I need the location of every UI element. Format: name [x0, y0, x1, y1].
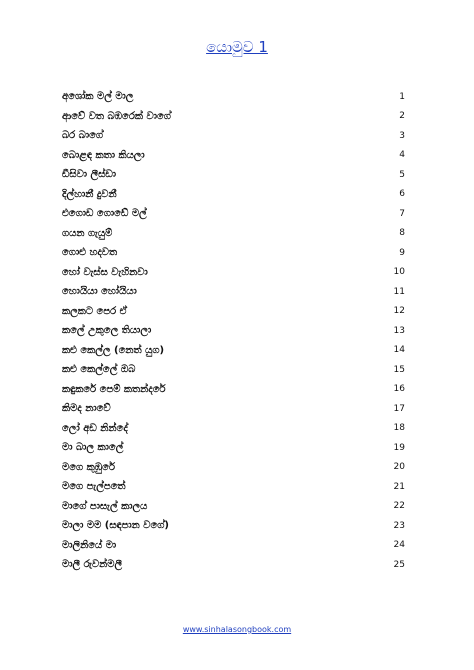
footer-link[interactable]: www.sinhalasongbook.com: [182, 625, 292, 634]
toc-entry[interactable]: [62, 204, 405, 224]
toc-entry-page-number: 10: [393, 267, 405, 278]
toc-entry-page-number: 14: [393, 345, 405, 356]
toc-entry[interactable]: [62, 224, 405, 244]
toc-entry-page-number: 2: [399, 111, 405, 122]
toc-entry-title: අශෝක මල් මාල: [62, 91, 134, 103]
toc-entry-title: මා බාල කාලේ: [62, 442, 124, 454]
toc-entry[interactable]: [62, 282, 405, 302]
toc-entry-title: බර බාගේ: [62, 130, 104, 142]
toc-entry[interactable]: [62, 497, 405, 517]
toc-entry-title: ඩීසිවා ලීස්ඩා: [62, 169, 117, 181]
toc-entry-page-number: 9: [399, 247, 405, 258]
toc-entry-title: දිල්හානී දුවනී: [62, 188, 117, 200]
toc-entry[interactable]: [62, 341, 405, 361]
toc-entry-title: කඳුකරේ පෙම් කතන්දරේ: [62, 383, 166, 395]
toc-entry-page-number: 3: [399, 130, 405, 141]
toc-entry-page-number: 5: [399, 169, 405, 180]
toc-entry[interactable]: [62, 263, 405, 283]
toc-entry[interactable]: [62, 399, 405, 419]
toc-entry-title: ගයන ගැයුම්: [62, 227, 113, 239]
toc-entry-page-number: 11: [393, 286, 405, 297]
toc-entry[interactable]: [62, 243, 405, 263]
page-title: යොමුව 1: [206, 38, 268, 56]
toc-entry-page-number: 21: [393, 481, 405, 492]
toc-entry-page-number: 16: [393, 384, 405, 395]
toc-entry-title: බොළඳ කතා කියලා: [62, 149, 145, 161]
toc-entry-title: මගෙ පැල්පතේ: [62, 481, 126, 493]
toc-entry-title: මාලී රුවන්මලී: [62, 559, 123, 571]
toc-entry-title: මාලිනියේ මා: [62, 539, 117, 551]
toc-entry-title: මාලා මම (සඳපාන වගේ): [62, 520, 169, 532]
toc-entry-page-number: 25: [393, 559, 405, 570]
toc-entry[interactable]: [62, 146, 405, 166]
toc-entry-title: මාගේ පාසැල් කාලය: [62, 500, 148, 512]
toc-entry-title: කලේ උකුලෙ තියාලා: [62, 325, 152, 337]
toc-entry-title: ලෝ අඩ නින්දේ: [62, 422, 128, 434]
toc-entry[interactable]: [62, 458, 405, 478]
toc-entry[interactable]: [62, 477, 405, 497]
toc-entry-page-number: 20: [393, 462, 405, 473]
toc-entry-page-number: 12: [393, 306, 405, 317]
toc-entry-page-number: 22: [393, 501, 405, 512]
toc-entry-page-number: 13: [393, 325, 405, 336]
toc-entry[interactable]: [62, 536, 405, 556]
toc-entry-page-number: 6: [399, 189, 405, 200]
toc-entry-page-number: 7: [399, 208, 405, 219]
toc-entry-page-number: 18: [393, 423, 405, 434]
toc-entry-title: එගොඩ ගොඩේ මල්: [62, 208, 147, 220]
toc-entry[interactable]: [62, 321, 405, 341]
toc-entry-page-number: 23: [393, 520, 405, 531]
toc-entry-title: මගෙ කුඹුරේ: [62, 461, 116, 473]
toc-entry-page-number: 1: [399, 91, 405, 102]
toc-entry[interactable]: [62, 87, 405, 107]
toc-entry-title: කළු කෙල්ල (නෙත් යුග): [62, 344, 165, 356]
toc-entry-page-number: 19: [393, 442, 405, 453]
toc-entry[interactable]: [62, 380, 405, 400]
toc-entry-page-number: 24: [393, 540, 405, 551]
toc-entry[interactable]: [62, 185, 405, 205]
toc-entry-page-number: 4: [399, 150, 405, 161]
table-of-contents: [62, 87, 405, 575]
toc-entry[interactable]: [62, 516, 405, 536]
toc-entry-page-number: 17: [393, 403, 405, 414]
toc-entry[interactable]: [62, 126, 405, 146]
toc-entry[interactable]: [62, 165, 405, 185]
toc-entry[interactable]: [62, 360, 405, 380]
toc-entry-title: කිමද නාවේ: [62, 403, 111, 415]
toc-entry-title: කලකට පෙර ඒ: [62, 305, 128, 317]
toc-entry[interactable]: [62, 555, 405, 575]
toc-entry[interactable]: [62, 107, 405, 127]
toc-entry[interactable]: [62, 438, 405, 458]
toc-entry-page-number: 8: [399, 228, 405, 239]
toc-entry-title: ආවේ වත බඹරෙක් වාගේ: [62, 110, 171, 122]
toc-entry-title: හොයියා හෝයියා: [62, 286, 137, 298]
toc-entry[interactable]: [62, 419, 405, 439]
toc-entry-title: ගොළු හදවත: [62, 247, 118, 259]
toc-entry[interactable]: [62, 302, 405, 322]
toc-entry-title: හෝ වැස්ස වැහිනවා: [62, 266, 148, 278]
toc-entry-page-number: 15: [393, 364, 405, 375]
toc-entry-title: කළු කෙල්ලේ ඔබ: [62, 364, 136, 376]
